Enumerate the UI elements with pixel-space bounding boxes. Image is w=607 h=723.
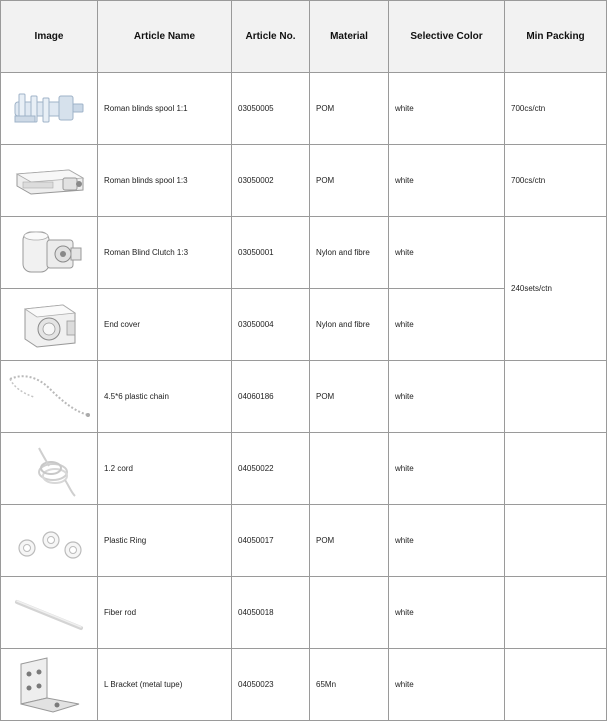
min-packing [505, 361, 607, 433]
article-name: End cover [98, 289, 232, 361]
selective-color: white [389, 145, 505, 217]
end-cover-icon [1, 289, 98, 361]
article-name: 1.2 cord [98, 433, 232, 505]
material [310, 577, 389, 649]
material: Nylon and fibre [310, 217, 389, 289]
table-row [1, 577, 607, 649]
article-no: 04060186 [232, 361, 310, 433]
spool-1-3-icon [1, 145, 98, 217]
material: POM [310, 73, 389, 145]
cord-icon [1, 433, 98, 505]
material: Nylon and fibre [310, 289, 389, 361]
article-name: Roman blinds spool 1:1 [98, 73, 232, 145]
article-no: 03050001 [232, 217, 310, 289]
spool-1-1-icon [1, 73, 98, 145]
table-row [1, 361, 607, 433]
article-name: L Bracket (metal tupe) [98, 649, 232, 721]
article-name: Plastic Ring [98, 505, 232, 577]
material [310, 433, 389, 505]
article-no: 04050022 [232, 433, 310, 505]
article-no: 03050005 [232, 73, 310, 145]
plastic-ring-icon [1, 505, 98, 577]
min-packing [505, 577, 607, 649]
article-no: 03050002 [232, 145, 310, 217]
table-row [1, 73, 607, 145]
header-selective-color: Selective Color [389, 1, 505, 73]
clutch-icon [1, 217, 98, 289]
header-material: Material [310, 1, 389, 73]
min-packing: 240sets/ctn [505, 217, 607, 361]
table-row [1, 649, 607, 721]
article-name: Roman blinds spool 1:3 [98, 145, 232, 217]
article-no: 04050017 [232, 505, 310, 577]
article-name: 4.5*6 plastic chain [98, 361, 232, 433]
l-bracket-icon [1, 649, 98, 721]
selective-color: white [389, 217, 505, 289]
header-image: Image [1, 1, 98, 73]
material: POM [310, 361, 389, 433]
header-article-no: Article No. [232, 1, 310, 73]
min-packing: 700cs/ctn [505, 145, 607, 217]
article-name: Roman Blind Clutch 1:3 [98, 217, 232, 289]
material: POM [310, 505, 389, 577]
material: 65Mn [310, 649, 389, 721]
selective-color: white [389, 505, 505, 577]
article-no: 04050023 [232, 649, 310, 721]
material: POM [310, 145, 389, 217]
header-min-packing: Min Packing [505, 1, 607, 73]
selective-color: white [389, 577, 505, 649]
selective-color: white [389, 649, 505, 721]
selective-color: white [389, 73, 505, 145]
header-row [1, 1, 607, 73]
article-no: 04050018 [232, 577, 310, 649]
plastic-chain-icon [1, 361, 98, 433]
article-name: Fiber rod [98, 577, 232, 649]
selective-color: white [389, 361, 505, 433]
table-row [1, 505, 607, 577]
min-packing [505, 433, 607, 505]
article-no: 03050004 [232, 289, 310, 361]
min-packing [505, 505, 607, 577]
fiber-rod-icon [1, 577, 98, 649]
selective-color: white [389, 289, 505, 361]
table-row [1, 145, 607, 217]
header-article-name: Article Name [98, 1, 232, 73]
table-row [1, 433, 607, 505]
table-row [1, 217, 607, 289]
min-packing: 700cs/ctn [505, 73, 607, 145]
min-packing [505, 649, 607, 721]
selective-color: white [389, 433, 505, 505]
